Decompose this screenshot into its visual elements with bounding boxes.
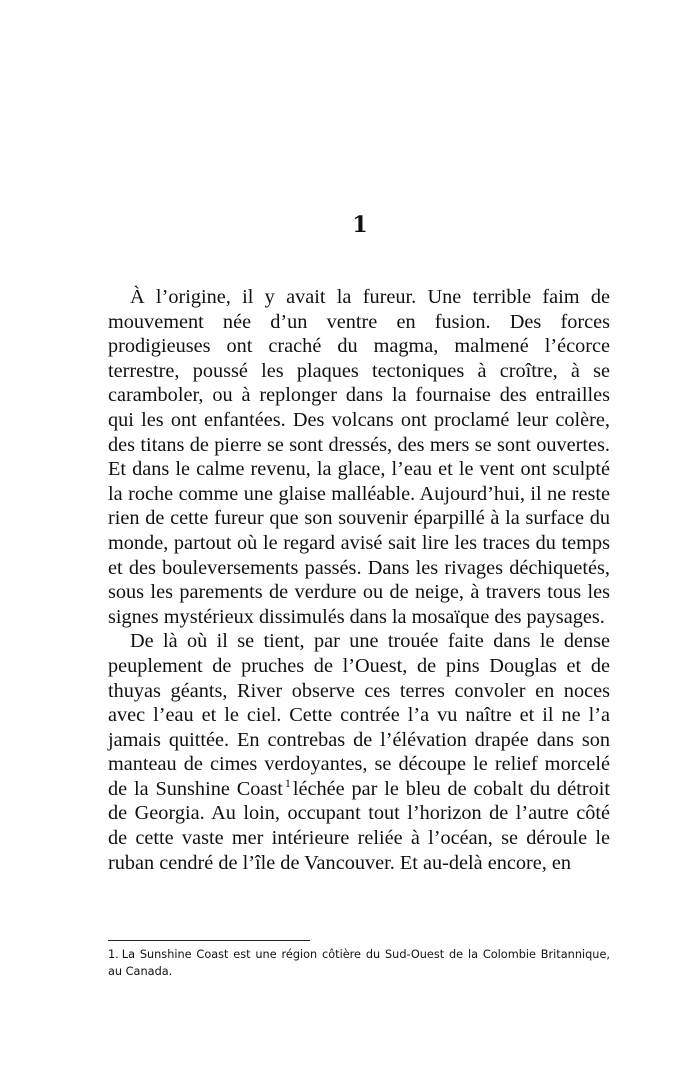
paragraph-2-text-end: léchée par le bleu de cobalt du détroit de Georgia. Au loin, occupant tout l’horizon de l’autre côté de cette vaste mer intérieure reliée à l’océan, se déroule le ruban cendré de l’île de Vancouver. Et au-delà encore, en [108, 777, 610, 874]
footnote-divider [108, 940, 310, 941]
footnote [108, 946, 610, 980]
footnote-number: 1. [108, 948, 119, 961]
paragraph-1: À l’origine, il y avait la fureur. Une terrible faim de mouvement née d’un ventre en fusion. Des forces prodigieuses ont craché du magma, malmené l’écorce terrestre, poussé les plaques tectoniques à croître, à se caramboler, ou à replonger dans la fournaise des entrailles qui les ont enfantées. Des volcans ont proclamé leur colère, des titans de pierre se sont dressés, des mers se sont ouvertes. Et dans le calme revenu, la glace, l’eau et le vent ont sculpté la roche comme une glaise malléable. Aujourd’hui, il ne reste rien de cette fureur que son souvenir éparpillé à la surface du monde, partout où le regard avisé sait lire les traces du temps et des bouleversements passés. Dans les rivages déchiquetés, sous les parements de verdure ou de neige, à travers tous les signes mystérieux dissimulés dans la mosaïque des paysages. [108, 286, 610, 628]
footnote-reference: 1 [284, 776, 291, 791]
chapter-body [108, 285, 610, 875]
paragraph-2 [108, 629, 610, 875]
paragraph-2-text-start: De là où il se tient, par une trouée faite dans le dense peuplement de pruches de l’Ouest, de pins Douglas et de thuyas géants, River observe ces terres convoler en noces avec l’eau et le ciel. Cette contrée l’a vu naître et il ne l’a jamais quittée. En contrebas de l’élévation drapée dans son manteau de cimes verdoyantes, se découpe le relief morcelé de la Sunshine Coast [108, 630, 610, 800]
footnote-text: La Sunshine Coast est une région côtière du Sud-Ouest de la Colombie Britannique, au Canada. [108, 948, 610, 978]
chapter-number: 1 [352, 212, 368, 238]
